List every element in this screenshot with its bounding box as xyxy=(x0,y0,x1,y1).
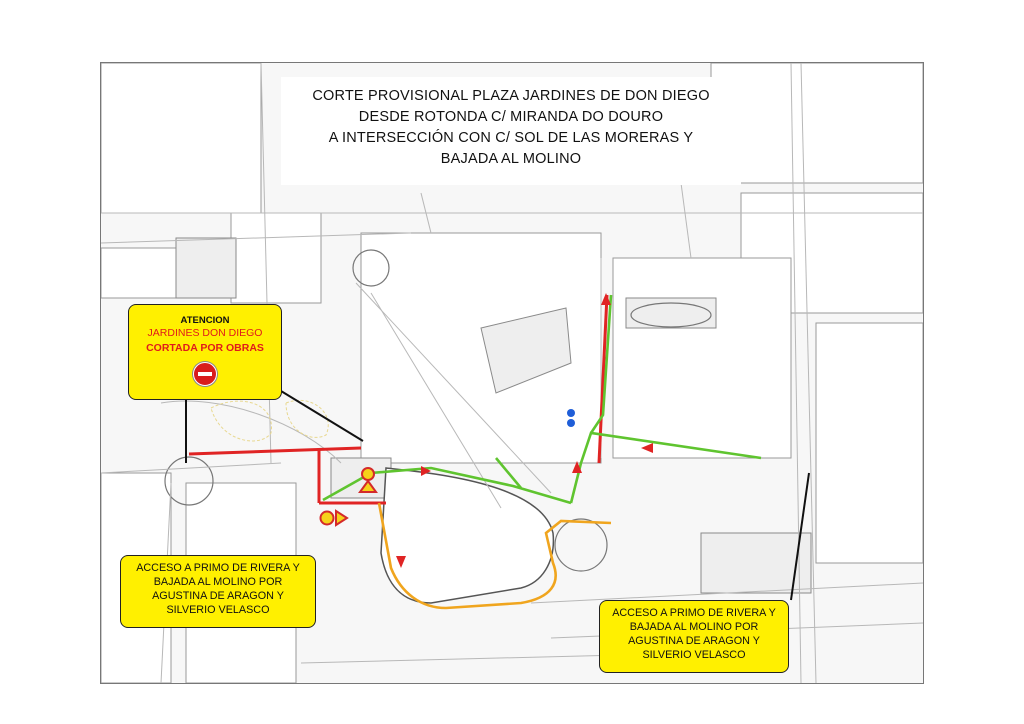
map-title xyxy=(281,77,741,185)
city-block xyxy=(711,63,923,183)
title-line: CORTE PROVISIONAL PLAZA JARDINES DE DON DIEGO xyxy=(312,88,710,104)
street xyxy=(101,463,281,473)
access-sign-right xyxy=(599,600,789,673)
city-block xyxy=(613,258,791,458)
access-sign-left xyxy=(120,555,316,628)
access-line: ACCESO A PRIMO DE RIVERA Y xyxy=(612,607,776,619)
title-line: A INTERSECCIÓN CON C/ SOL DE LAS MORERAS Y xyxy=(328,130,694,146)
no-entry-icon xyxy=(193,362,217,386)
access-line: BAJADA AL MOLINO POR xyxy=(153,576,283,588)
warning-heading: ATENCION xyxy=(180,315,230,326)
street-map[interactable] xyxy=(100,62,924,684)
city-block xyxy=(816,323,923,563)
building xyxy=(176,238,236,298)
closure-warning-sign xyxy=(128,304,282,400)
title-line: BAJADA AL MOLINO xyxy=(440,151,582,167)
traffic-sign-icon xyxy=(357,467,379,493)
garden-outline xyxy=(211,401,271,441)
access-line: AGUSTINA DE ARAGON Y xyxy=(152,590,284,602)
city-block xyxy=(231,213,321,303)
warning-line: CORTADA POR OBRAS xyxy=(146,342,264,354)
street xyxy=(681,183,691,258)
access-line: SILVERIO VELASCO xyxy=(642,649,746,661)
access-line: ACCESO A PRIMO DE RIVERA Y xyxy=(136,562,300,574)
access-line: AGUSTINA DE ARAGON Y xyxy=(628,635,760,647)
warning-line: JARDINES DON DIEGO xyxy=(147,327,263,339)
city-block xyxy=(101,63,261,213)
building xyxy=(701,533,811,593)
roundabout xyxy=(555,519,607,571)
title-line: DESDE ROTONDA C/ MIRANDA DO DOURO xyxy=(358,109,664,125)
park-area xyxy=(381,468,553,603)
traffic-sign-icon xyxy=(319,509,349,527)
access-line: BAJADA AL MOLINO POR xyxy=(629,621,759,633)
access-line: SILVERIO VELASCO xyxy=(166,604,270,616)
